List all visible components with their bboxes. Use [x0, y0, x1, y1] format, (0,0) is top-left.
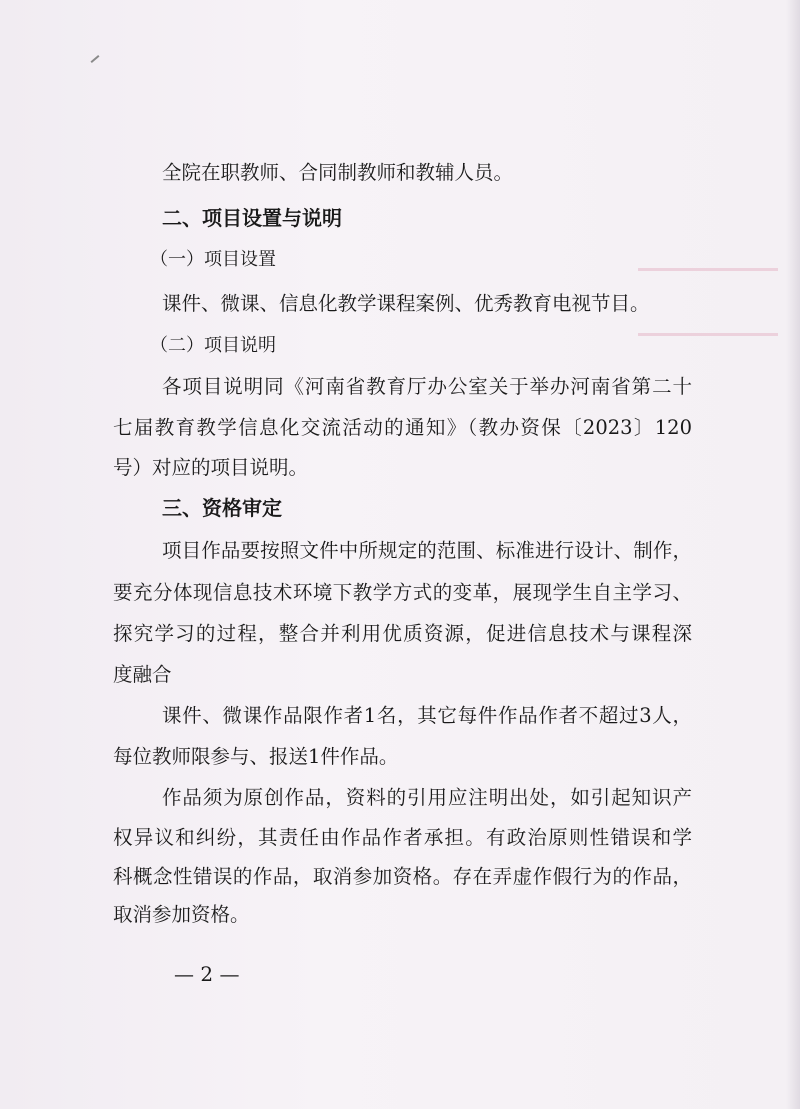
heading-project-setup: 二、项目设置与说明: [162, 206, 342, 230]
paragraph-authors-line-2: 每位教师限参与、报送1件作品。: [113, 745, 399, 768]
scan-mark: [91, 55, 100, 63]
subheading-project-description: （二）项目说明: [150, 335, 276, 356]
paragraph-eligibility: 全院在职教师、合同制教师和教辅人员。: [162, 161, 514, 184]
paragraph-originality-line-1: 作品须为原创作品，资料的引用应注明出处，如引起知识产: [162, 786, 692, 809]
paragraph-originality-line-2: 权异议和纠纷，其责任由作品作者承担。有政治原则性错误和学: [113, 826, 692, 849]
paragraph-requirements-line-1: 项目作品要按照文件中所规定的范围、标准进行设计、制作，: [162, 539, 692, 562]
paragraph-originality-line-3: 科概念性错误的作品，取消参加资格。存在弄虚作假行为的作品，: [113, 865, 692, 888]
page-edge-shadow: [786, 0, 800, 1109]
paragraph-requirements-line-4: 度融合: [113, 663, 172, 686]
page-number: — 2 —: [174, 962, 240, 986]
bleed-through-red-lines: [638, 268, 778, 336]
paragraph-authors-line-1: 课件、微课作品限作者1名，其它每件作品作者不超过3人，: [162, 704, 692, 727]
paragraph-requirements-line-2: 要充分体现信息技术环境下教学方式的变革，展现学生自主学习、: [113, 581, 692, 604]
subheading-project-setting: （一）项目设置: [150, 249, 276, 270]
paragraph-requirements-line-3: 探究学习的过程，整合并利用优质资源，促进信息技术与课程深: [113, 622, 692, 645]
paragraph-description-line-2: 七届教育教学信息化交流活动的通知》（教办资保〔2023〕120: [113, 416, 692, 439]
paragraph-project-list: 课件、微课、信息化教学课程案例、优秀教育电视节目。: [162, 292, 650, 315]
paragraph-originality-line-4: 取消参加资格。: [113, 903, 250, 926]
paragraph-description-line-1: 各项目说明同《河南省教育厅办公室关于举办河南省第二十: [162, 375, 692, 398]
paragraph-description-line-3: 号）对应的项目说明。: [113, 456, 309, 479]
heading-qualification-review: 三、资格审定: [162, 496, 282, 520]
